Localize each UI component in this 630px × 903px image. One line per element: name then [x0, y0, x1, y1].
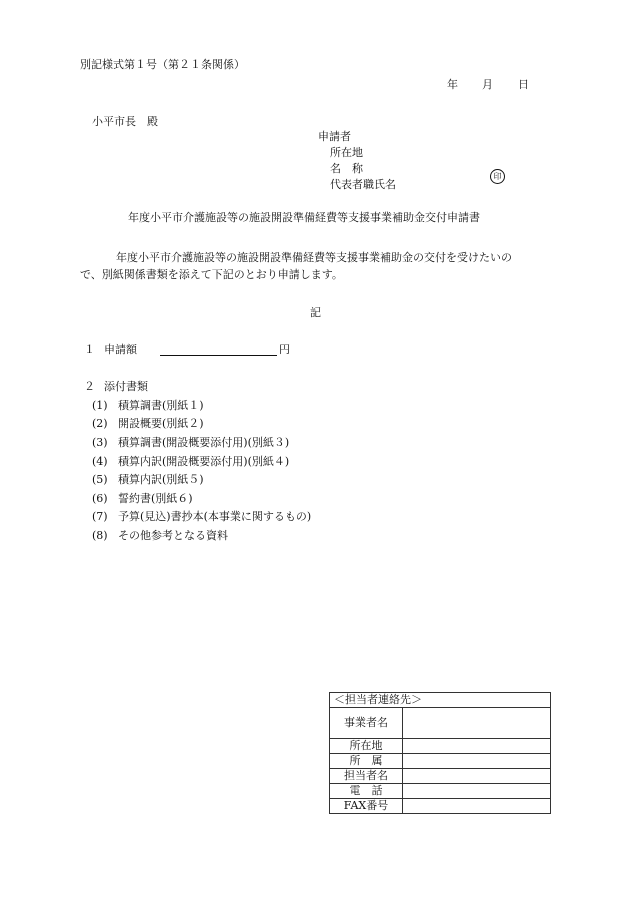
- table-row: [330, 693, 551, 708]
- contact-label-phone: 電 話: [330, 784, 403, 799]
- list-item: (2) 開設概要(別紙２): [92, 417, 204, 430]
- applicant-address-label: 所在地: [330, 146, 363, 159]
- section1-number: １: [84, 343, 95, 356]
- contact-label-person: 担当者名: [330, 769, 403, 784]
- body-line-2: で、別紙関係書類を添えて下記のとおり申請します。: [80, 268, 343, 281]
- contact-label-fax: FAX番号: [330, 799, 403, 814]
- contact-label-company: 事業者名: [330, 708, 403, 739]
- seal-mark: 印: [490, 169, 505, 184]
- list-item: (3) 積算調書(開設概要添付用)(別紙３): [92, 436, 290, 449]
- table-row: [330, 739, 551, 754]
- contact-label-department: 所 属: [330, 754, 403, 769]
- table-row: [330, 784, 551, 799]
- list-item: (5) 積算内訳(別紙５): [92, 473, 204, 486]
- date-month: 月: [482, 78, 493, 91]
- date-day: 日: [518, 78, 529, 91]
- table-row: [330, 754, 551, 769]
- contact-value-department[interactable]: [403, 754, 551, 769]
- list-item: (1) 積算調書(別紙１): [92, 399, 204, 412]
- list-item: (6) 誓約書(別紙６): [92, 492, 193, 505]
- contact-value-address[interactable]: [403, 739, 551, 754]
- table-row: [330, 769, 551, 784]
- section2-number: ２: [84, 380, 95, 393]
- list-item: (8) その他参考となる資料: [92, 529, 228, 542]
- addressee: 小平市長 殿: [92, 115, 158, 128]
- contact-value-phone[interactable]: [403, 784, 551, 799]
- applicant-representative-label: 代表者職氏名: [330, 178, 396, 191]
- applicant-heading: 申請者: [318, 130, 351, 143]
- date-year: 年: [447, 78, 458, 91]
- body-line-1: 年度小平市介護施設等の施設開設準備経費等支援事業補助金の交付を受けたいの: [116, 251, 512, 264]
- form-id: 別記様式第１号（第２１条関係）: [80, 58, 245, 71]
- list-item: (4) 積算内訳(開設概要添付用)(別紙４): [92, 455, 290, 468]
- applicant-name-label: 名 称: [330, 162, 363, 175]
- amount-blank-line: [160, 342, 277, 356]
- amount-unit: 円: [279, 343, 290, 356]
- contact-header: ＜担当者連絡先＞: [330, 693, 551, 708]
- contact-value-company[interactable]: [403, 708, 551, 739]
- section2-label: 添付書類: [104, 380, 148, 393]
- ki-mark: 記: [310, 306, 321, 319]
- contact-value-person[interactable]: [403, 769, 551, 784]
- document-title: 年度小平市介護施設等の施設開設準備経費等支援事業補助金交付申請書: [128, 211, 480, 224]
- table-row: [330, 708, 551, 739]
- table-row: [330, 799, 551, 814]
- contact-value-fax[interactable]: [403, 799, 551, 814]
- list-item: (7) 予算(見込)書抄本(本事業に関するもの): [92, 510, 312, 523]
- contact-label-address: 所在地: [330, 739, 403, 754]
- contact-table: [329, 692, 551, 814]
- section1-label: 申請額: [104, 343, 137, 356]
